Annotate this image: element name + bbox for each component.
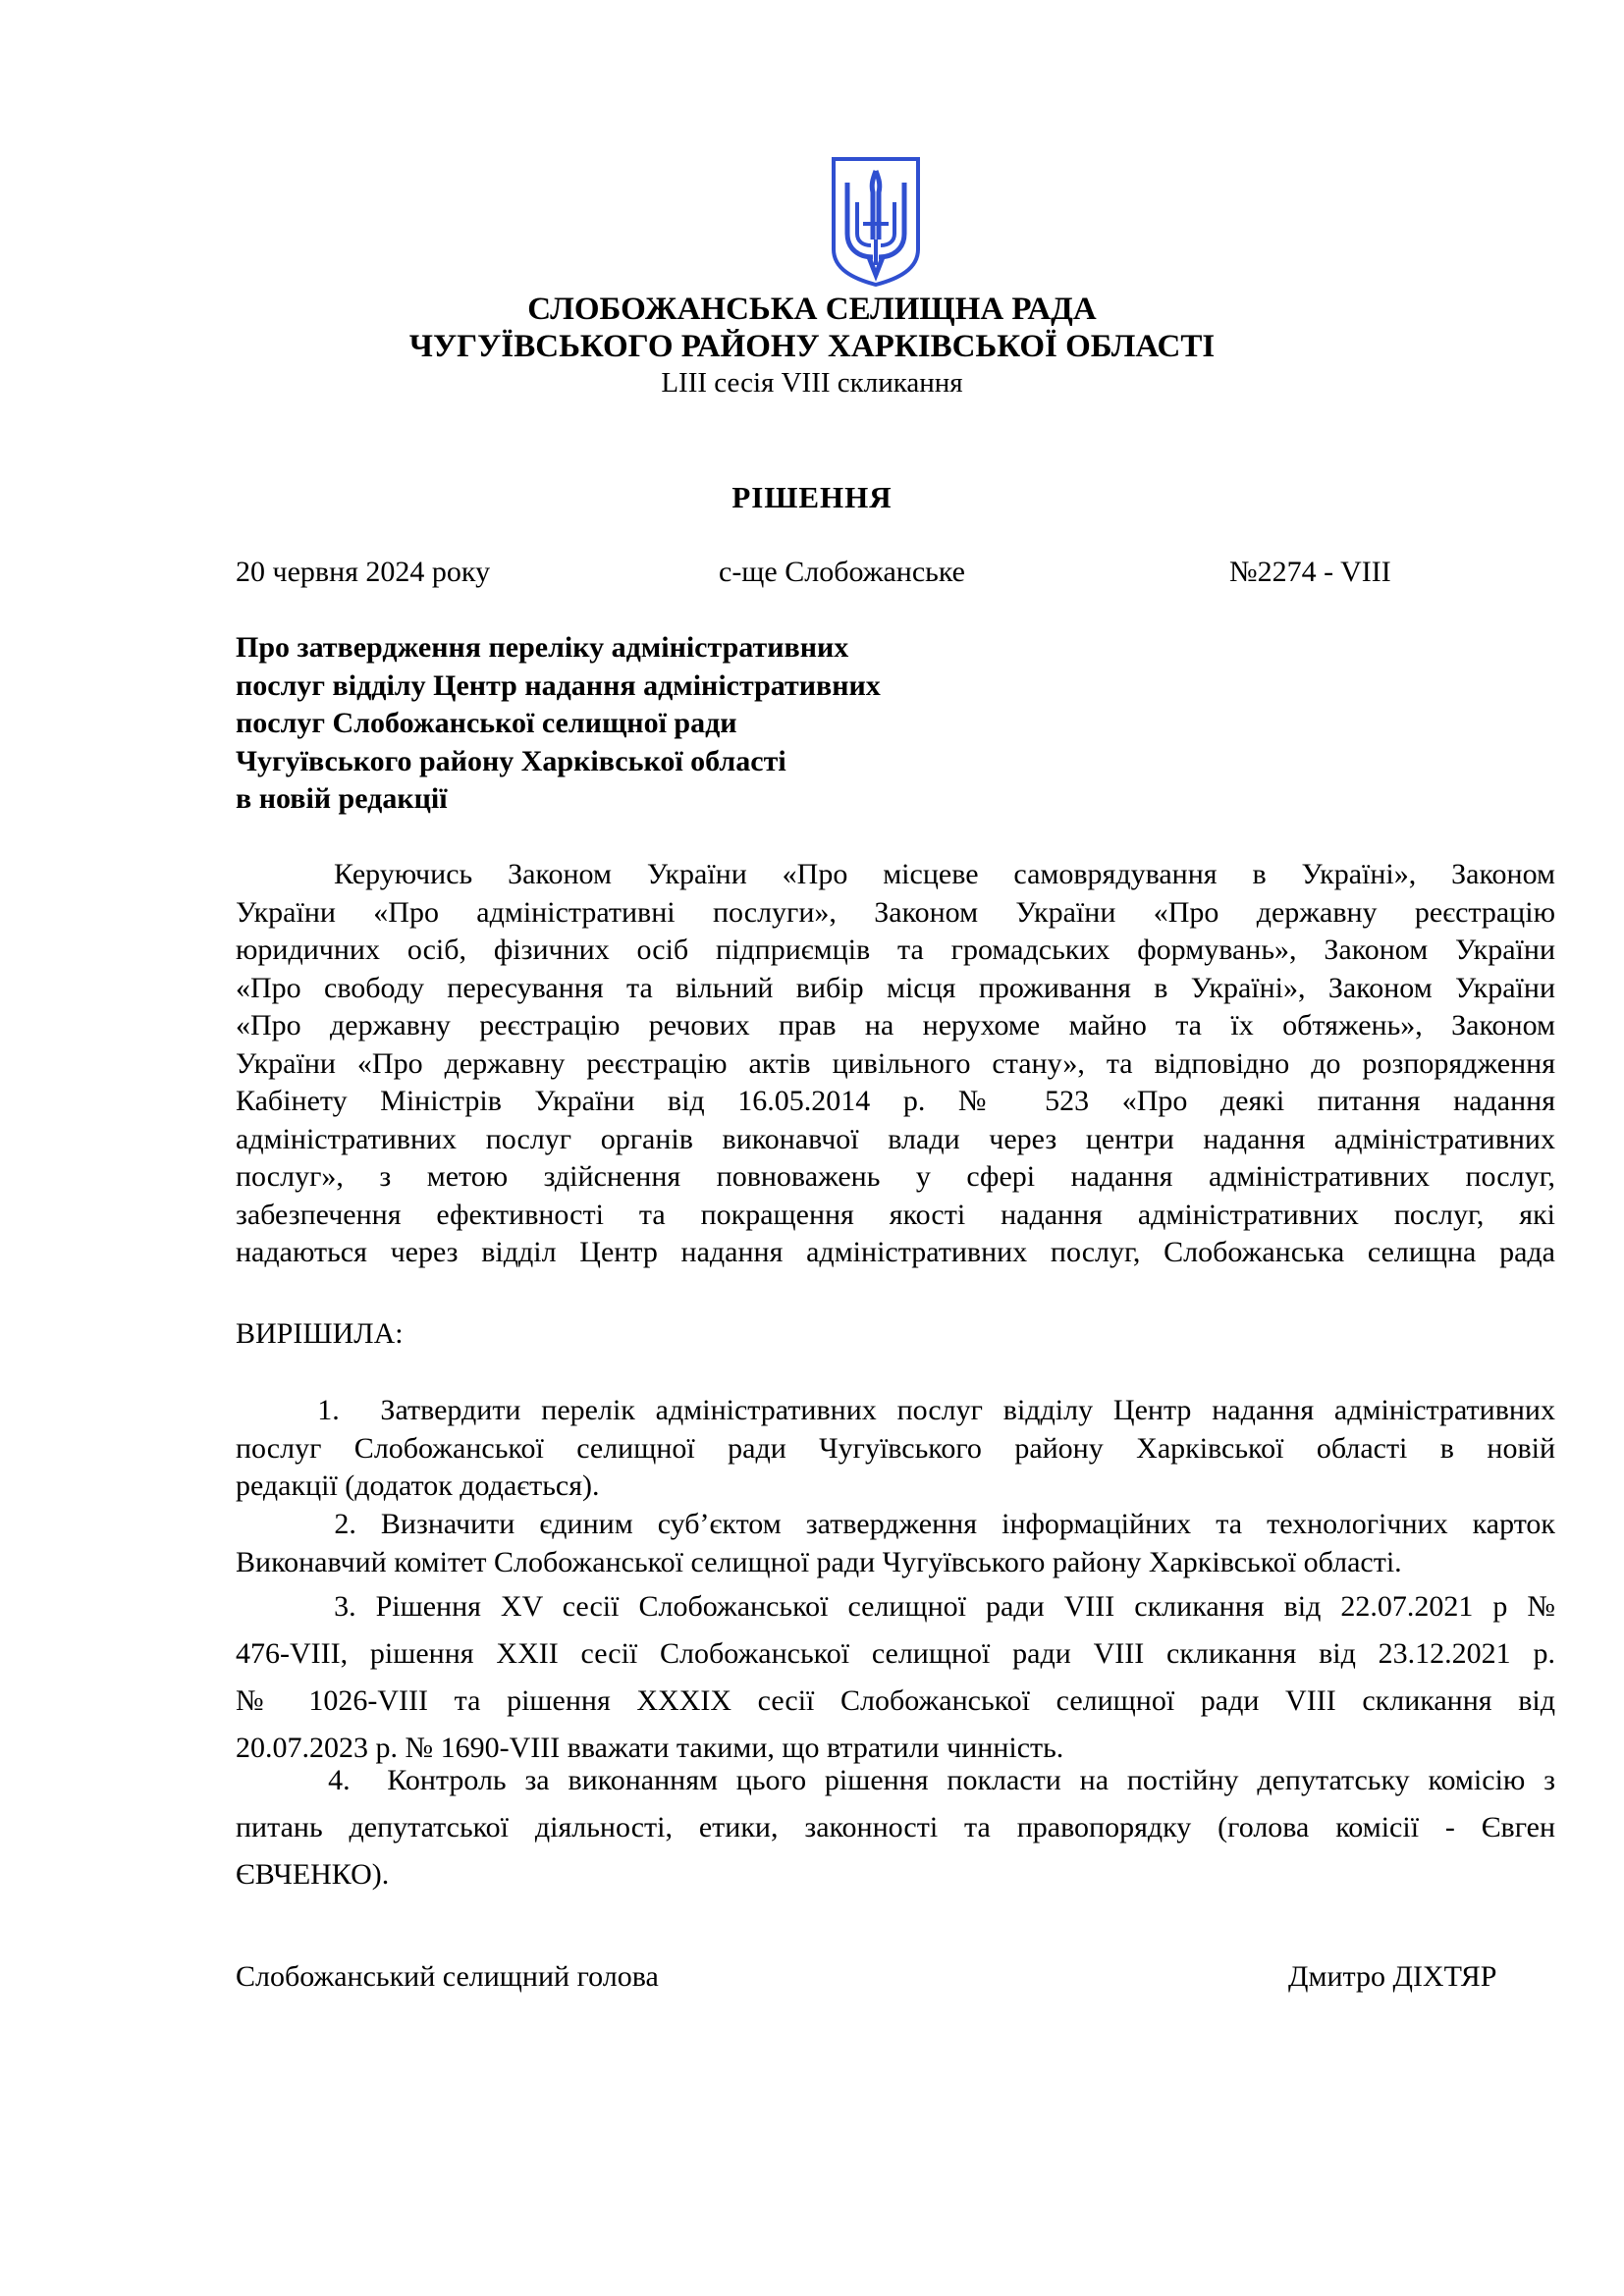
decision-line: 476-VIII, рішення XXII сесії Слобожанської селищної ради VIII скликання від 23.12.2021 р. <box>236 1637 1555 1670</box>
decided-label: ВИРІШИЛА: <box>236 1317 404 1350</box>
preamble-line: Кабінету Міністрів України від 16.05.2014 р. № 523 «Про деякі питання надання <box>236 1085 1555 1117</box>
subject-line: послуг Слобожанської селищної ради <box>236 707 737 739</box>
decision-subject <box>236 629 1119 819</box>
decision-item-1 <box>236 1392 1555 1506</box>
decision-item-3 <box>236 1583 1555 1772</box>
preamble-line: адміністративних послуг органів виконавчої влади через центри надання адміністративних <box>236 1122 1555 1155</box>
preamble-line: України «Про державну реєстрацію актів цивільного стану», та відповідно до розпорядження <box>236 1046 1555 1080</box>
preamble-paragraph <box>236 856 1555 1272</box>
signatory-name: Дмитро ДІХТЯР <box>1288 1960 1497 1993</box>
decision-place: с-ще Слобожанське <box>719 556 965 588</box>
session-info: LIII сесія VIII скликання <box>661 367 963 399</box>
decision-line: Виконавчий комітет Слобожанської селищної ради Чугуївського району Харківської області. <box>236 1545 1402 1578</box>
decision-line: редакції (додаток додається). <box>236 1469 600 1502</box>
subject-line: послуг відділу Центр надання адміністративних <box>236 668 881 702</box>
preamble-line: «Про державну реєстрацію речових прав на нерухоме майно та їх обтяжень», Законом <box>236 1009 1555 1041</box>
decision-date: 20 червня 2024 року <box>236 556 491 588</box>
preamble-line: юридичних осіб, фізичних осіб підприємців та громадських формувань», Законом України <box>236 934 1555 966</box>
subject-line: Про затвердження переліку адміністративних <box>236 631 849 664</box>
preamble-line: послуг», з метою здійснення повноважень у сфері надання адміністративних послуг, <box>236 1160 1555 1193</box>
decision-item-2 <box>236 1506 1555 1581</box>
subject-line: Чугуївського району Харківської області <box>236 744 786 777</box>
document-title: РІШЕННЯ <box>731 480 893 514</box>
preamble-line: України «Про адміністративні послуги», Законом України «Про державну реєстрацію <box>236 895 1555 929</box>
preamble-line: Керуючись Законом України «Про місцеве самоврядування в Україні», Законом <box>334 858 1555 890</box>
decision-line: питань депутатської діяльності, етики, законності та правопорядку (голова комісії - Євген <box>236 1811 1555 1843</box>
decision-line: 4. Контроль за виконанням цього рішення покласти на постійну депутатську комісію з <box>236 1764 1555 1796</box>
ukraine-coat-of-arms-icon <box>830 155 922 289</box>
decision-line: послуг Слобожанської селищної ради Чугуївського району Харківської області в новій <box>236 1431 1555 1465</box>
decision-line: 3. Рішення XV сесії Слобожанської селищної ради VIII скликання від 22.07.2021 р № <box>236 1590 1555 1623</box>
decision-line: 2. Визначити єдиним суб’єктом затвердження інформаційних та технологічних карток <box>236 1508 1555 1540</box>
preamble-line: забезпечення ефективності та покращення якості надання адміністративних послуг, які <box>236 1198 1555 1231</box>
signatory-position: Слобожанський селищний голова <box>236 1960 659 1993</box>
subject-line: в новій редакції <box>236 782 448 815</box>
decision-item-4 <box>236 1757 1555 1898</box>
decision-line: 1. Затвердити перелік адміністративних послуг відділу Центр надання адміністративних <box>236 1394 1555 1426</box>
council-region: ЧУГУЇВСЬКОГО РАЙОНУ ХАРКІВСЬКОЇ ОБЛАСТІ <box>408 329 1216 364</box>
decision-line: 20.07.2023 р. № 1690-VIII вважати такими, що втратили чинність. <box>236 1732 1064 1764</box>
decision-number: №2274 - VIII <box>1229 556 1391 588</box>
council-name: СЛОБОЖАНСЬКА СЕЛИЩНА РАДА <box>527 292 1097 327</box>
preamble-line: «Про свободу пересування та вільний вибір місця проживання в Україні», Законом України <box>236 971 1555 1004</box>
decision-line: ЄВЧЕНКО). <box>236 1858 390 1891</box>
decision-line: № 1026-VIII та рішення XXXIX сесії Слобожанської селищної ради VIII скликання від <box>236 1684 1555 1717</box>
preamble-line: надаються через відділ Центр надання адміністративних послуг, Слобожанська селищна рада <box>236 1236 1555 1268</box>
